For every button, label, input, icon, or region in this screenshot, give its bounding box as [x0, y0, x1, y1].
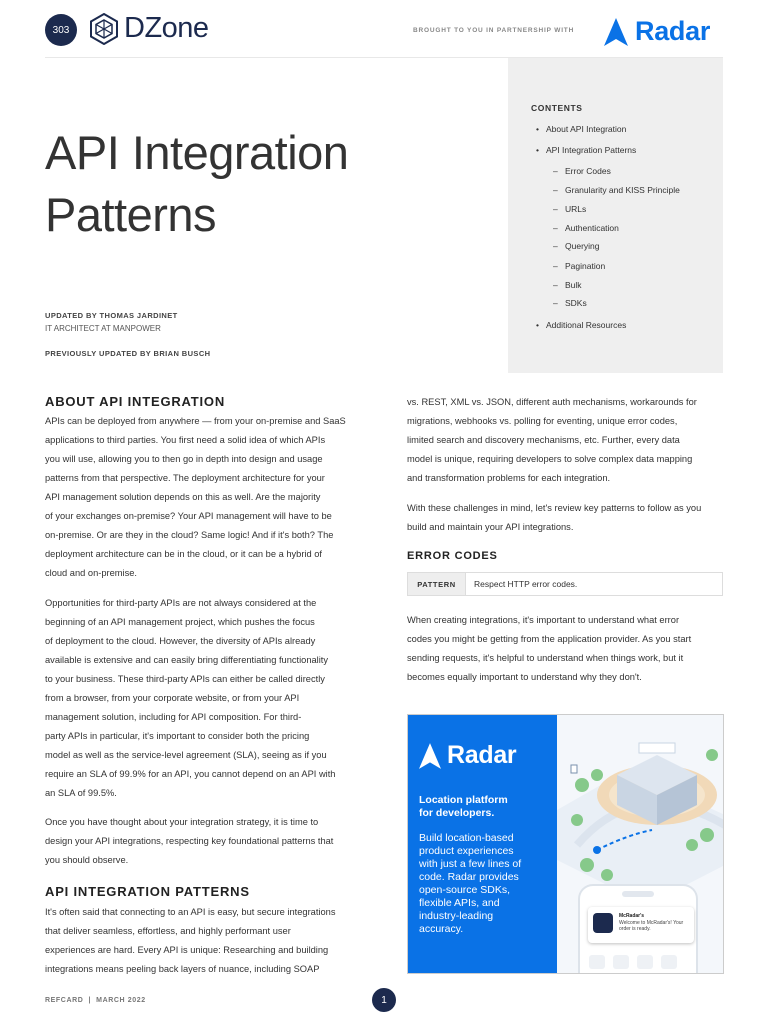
- ad-radar-logo: [419, 741, 516, 770]
- title-line-2: Patterns: [45, 188, 217, 241]
- paragraph-about-2: Opportunities for third-party APIs are not always considered at the beginning of an API management project, which pushes the focus of deployment to the cloud. However, the diversity of APIs already available is extensive and can easily bring differentiating functionality to your business. These third-party APIs can either be called directly from a browser, from your corporate website, or from your API management solution, including for API composition. For third- party APIs in particular, it's important to consider both the pricing model as well as the service-level agreement (SLA), seeing as if you require an SLA of 99.9% for an API, you cannot depend on an API with an SLA of 99.5%.: [45, 598, 336, 798]
- toc-item[interactable]: • API Integration Patterns: [536, 145, 637, 155]
- toc-item[interactable]: • About API Integration: [536, 124, 627, 134]
- dzone-wordmark: DZone: [124, 12, 209, 44]
- toc-subitem[interactable]: – Error Codes: [553, 166, 611, 176]
- radar-mark-icon: [604, 18, 628, 46]
- toc-subitem[interactable]: – Pagination: [553, 261, 606, 271]
- page-title: [45, 122, 348, 246]
- order-notification: [588, 907, 694, 943]
- paragraph-right-2: With these challenges in mind, let's review key patterns to follow as you build and maintain your API integrations.: [407, 503, 702, 532]
- burger-icon: [593, 913, 613, 933]
- footer-label: REFCARD | MARCH 2022: [45, 997, 146, 1004]
- paragraph-right-1: vs. REST, XML vs. JSON, different auth mechanisms, workarounds for migrations, webhooks vs. polling for eventing, unique error codes, limited search and discovery mechanisms, etc. Further, every data model is unique, requiring developers to solve complex data mapping and transformation problems for each integration.: [407, 397, 697, 483]
- pattern-label: PATTERN: [408, 573, 466, 595]
- toc-subitem[interactable]: – SDKs: [553, 298, 587, 308]
- heading-error-codes: ERROR CODES: [407, 550, 498, 562]
- toc-subitem[interactable]: – Granularity and KISS Principle: [553, 185, 680, 195]
- contents-title: CONTENTS: [531, 103, 583, 113]
- toc-subitem[interactable]: – Querying: [553, 241, 600, 251]
- radar-wordmark: Radar: [635, 16, 711, 46]
- title-line-1: API Integration: [45, 126, 349, 179]
- ad-text-panel: [408, 715, 557, 973]
- previously-updated: PREVIOUSLY UPDATED BY BRIAN BUSCH: [45, 349, 211, 358]
- ad-brand: Radar: [447, 741, 517, 769]
- ad-tagline: Location platform for developers.: [419, 794, 508, 819]
- paragraph-patterns-1: It's often said that connecting to an API is easy, but secure integrations that deliver seamless, effortless, and highly performant user experiences are hard. Every API is unique: Researching and building integrations means peeling back layers of nuance, including SOAP: [45, 907, 336, 974]
- paragraph-about-3: Once you have thought about your integration strategy, it is time to design your API integrations, respecting key foundational patterns that you should observe.: [45, 817, 334, 865]
- ad-body: Build location-based product experiences with just a few lines of code. Radar provides open-source SDKs, flexible APIs, and industry-leading accuracy.: [419, 832, 522, 935]
- radar-mark-icon: [419, 743, 441, 769]
- notification-message: Welcome to McRadar's! Your order is ready.: [619, 920, 684, 932]
- updated-by: UPDATED BY THOMAS JARDINET: [45, 311, 178, 320]
- radar-logo[interactable]: [604, 16, 710, 47]
- toc-subitem[interactable]: – Bulk: [553, 280, 582, 290]
- toc-item[interactable]: • Additional Resources: [536, 320, 627, 330]
- paragraph-right-3: When creating integrations, it's important to understand what error codes you might be getting from the application provider. As you start sending requests, it's helpful to understand when things work, but it becomes equally important to understand why they don't.: [407, 615, 692, 682]
- heading-about: ABOUT API INTEGRATION: [45, 394, 226, 409]
- pattern-text: Respect HTTP error codes.: [474, 579, 578, 589]
- toc-subitem[interactable]: – Authentication: [553, 223, 619, 233]
- radar-advertisement[interactable]: [407, 714, 724, 974]
- partner-label: BROUGHT TO YOU IN PARTNERSHIP WITH: [413, 27, 575, 34]
- page-badge: 303: [45, 14, 77, 46]
- contents-panel: [508, 58, 723, 373]
- dzone-mark-icon: [89, 13, 119, 45]
- pattern-box: [407, 572, 723, 596]
- updated-role: IT ARCHITECT AT MANPOWER: [45, 324, 161, 333]
- paragraph-about-1: APIs can be deployed from anywhere — from your on-premise and SaaS applications to third parties. You first need a solid idea of which APIs you will use, allowing you to then go in depth into design and usage patterns from that perspective. The deployment architecture for your API management solution depends on this as well. Are the majority of your exchanges on-premise? Your API management will have to be on-premise. Or are they in the cloud? Same logic! And if it's both? The deployment architecture can be in the cloud, or it can be a hybrid of cloud and on-premise.: [45, 416, 346, 578]
- heading-patterns: API INTEGRATION PATTERNS: [45, 884, 250, 899]
- ad-illustration: [557, 715, 724, 973]
- toc-subitem[interactable]: – URLs: [553, 204, 587, 214]
- notification-title: McRadar's: [619, 913, 645, 919]
- page-number: 1: [372, 988, 396, 1012]
- dzone-logo[interactable]: [89, 12, 209, 45]
